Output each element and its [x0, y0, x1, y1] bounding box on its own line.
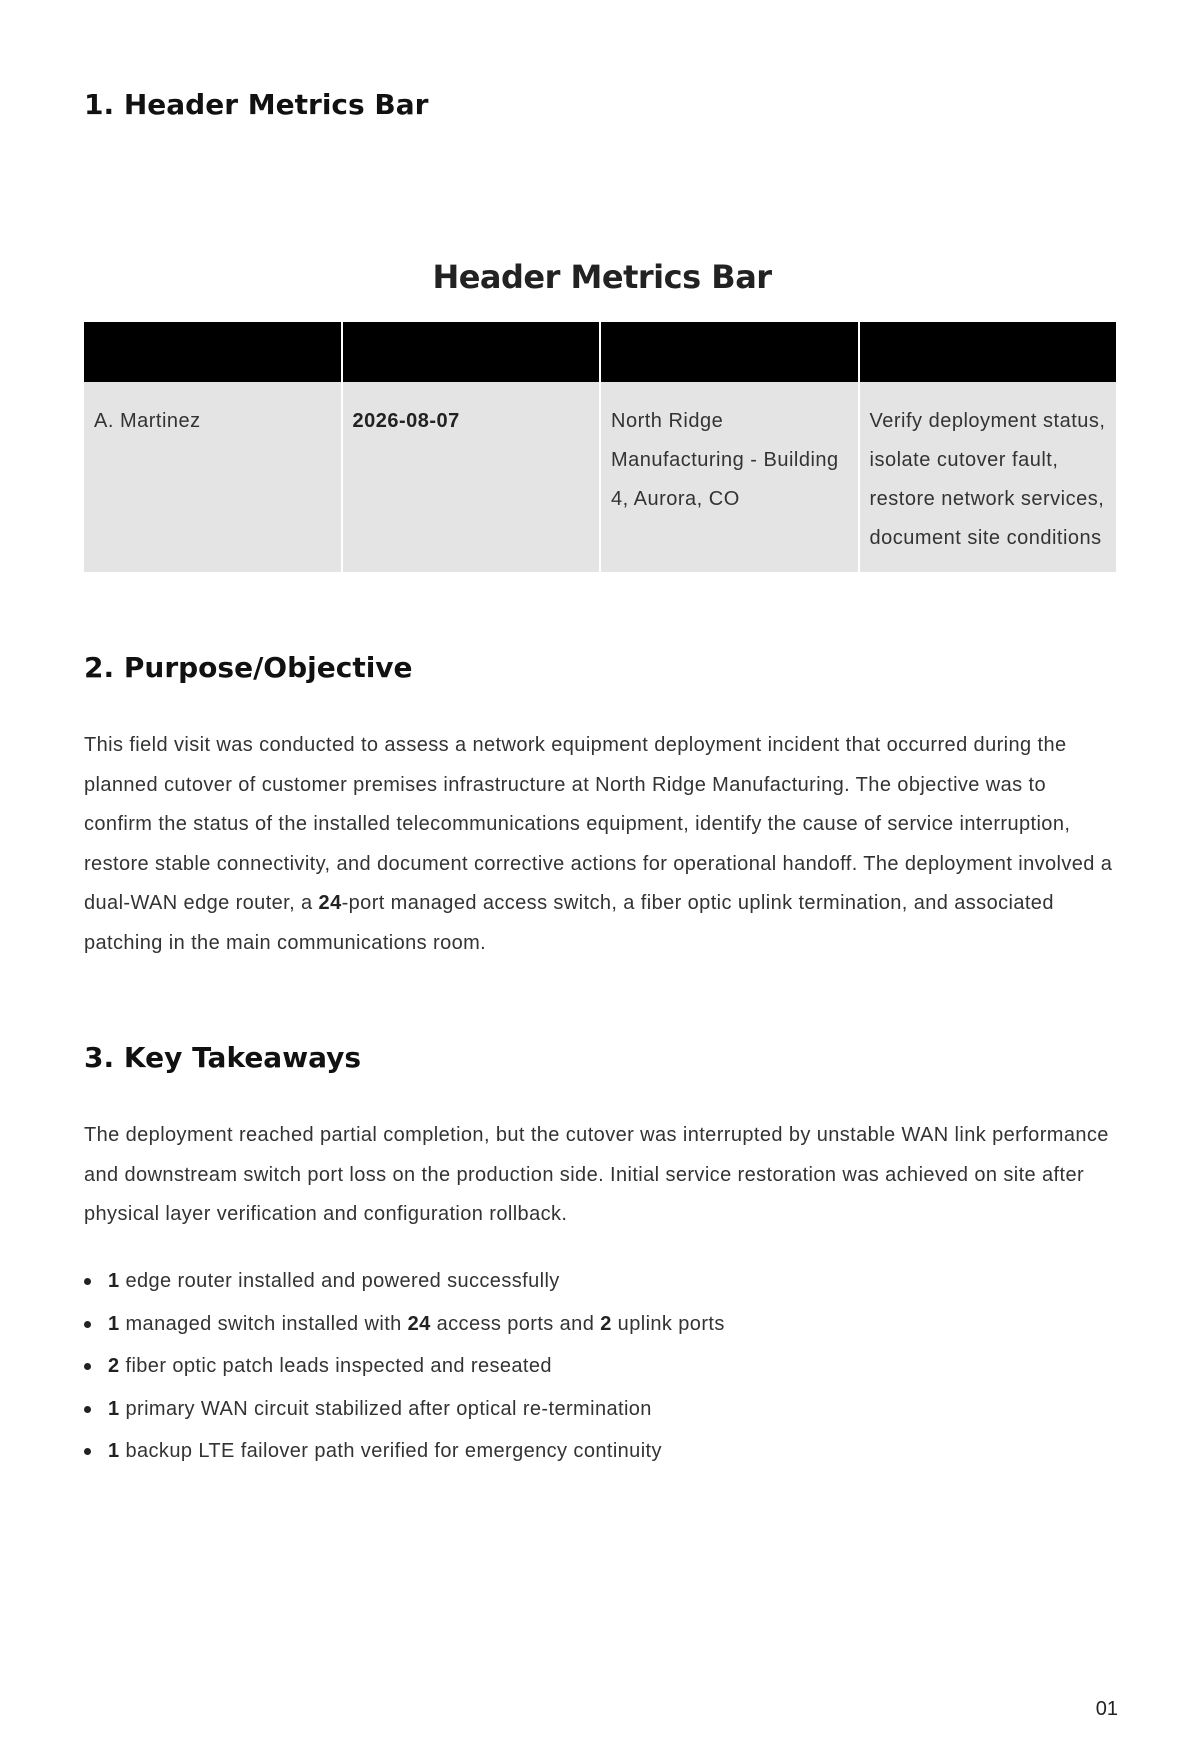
bullet-icon: [84, 1278, 91, 1285]
metrics-table-row: [84, 382, 1116, 572]
item-count: 2: [108, 1355, 120, 1377]
metrics-header-cell: [84, 322, 341, 382]
bullet-icon: [84, 1363, 91, 1370]
item-count: 1: [108, 1440, 120, 1462]
item-text: fiber optic patch leads inspected and reseated: [119, 1355, 552, 1377]
item-text: primary WAN circuit stabilized after optical re-termination: [119, 1397, 652, 1420]
metrics-header-cell: [601, 322, 858, 382]
item-count: 1: [108, 1312, 120, 1335]
list-item: [84, 1345, 1120, 1388]
takeaways-list: [84, 1260, 1120, 1473]
item-text: backup LTE failover path verified for emergency continuity: [119, 1440, 662, 1462]
item-count: 24: [407, 1312, 431, 1335]
bullet-icon: [84, 1448, 91, 1455]
item-text: uplink ports: [611, 1312, 725, 1335]
section-heading-takeaways: 3. Key Takeaways: [84, 1041, 362, 1074]
list-item: [84, 1260, 1120, 1303]
purpose-text-b: -port managed access switch, a fiber optic uplink termination, and associated patching in the main communications room.: [84, 892, 1054, 954]
item-text: managed switch installed with: [119, 1312, 408, 1335]
item-count: 2: [600, 1312, 612, 1335]
inspector-name-cell: A. Martinez: [84, 382, 341, 572]
bullet-icon: [84, 1406, 91, 1413]
metrics-header-cell: [343, 322, 600, 382]
list-item: [84, 1388, 1120, 1431]
list-item: [84, 1303, 1120, 1346]
visit-date-cell: 2026-08-07: [343, 382, 600, 572]
metrics-table-header-row: [84, 322, 1116, 382]
visit-scope-cell: Verify deployment status, isolate cutover fault, restore network services, document site conditions: [860, 382, 1117, 572]
purpose-text-a: This field visit was conducted to assess a network equipment deployment incident that occurred during the planned cutover of customer premises infrastructure at North Ridge Manufacturing. The objective was to confirm the status of the installed telecommunications equipment, identify the cause of service interruption, restore stable connectivity, and document corrective actions for operational handoff. The deployment involved a dual-WAN edge router, a: [84, 734, 1113, 914]
metrics-table: [82, 322, 1118, 572]
item-count: 1: [108, 1397, 120, 1420]
page-number: 01: [1095, 1698, 1118, 1720]
port-count-value: 24: [318, 892, 342, 914]
item-text: edge router installed and powered successfully: [119, 1270, 560, 1292]
takeaways-paragraph: The deployment reached partial completion, but the cutover was interrupted by unstable WAN link performance and downstream switch port loss on the production side. Initial service restoration was achieved on site after physical layer verification and configuration rollback.: [84, 1124, 1109, 1225]
purpose-paragraph: [84, 726, 1120, 963]
item-count: 1: [108, 1270, 120, 1292]
section-heading-purpose: 2. Purpose/Objective: [84, 651, 413, 684]
bullet-icon: [84, 1321, 91, 1328]
list-item: [84, 1430, 1120, 1473]
site-location-cell: North Ridge Manufacturing - Building 4, Aurora, CO: [601, 382, 858, 572]
metrics-header-cell: [860, 322, 1117, 382]
section-heading-header-metrics: 1. Header Metrics Bar: [84, 88, 429, 121]
table-title: Header Metrics Bar: [432, 258, 772, 296]
item-text: access ports and: [430, 1312, 601, 1335]
